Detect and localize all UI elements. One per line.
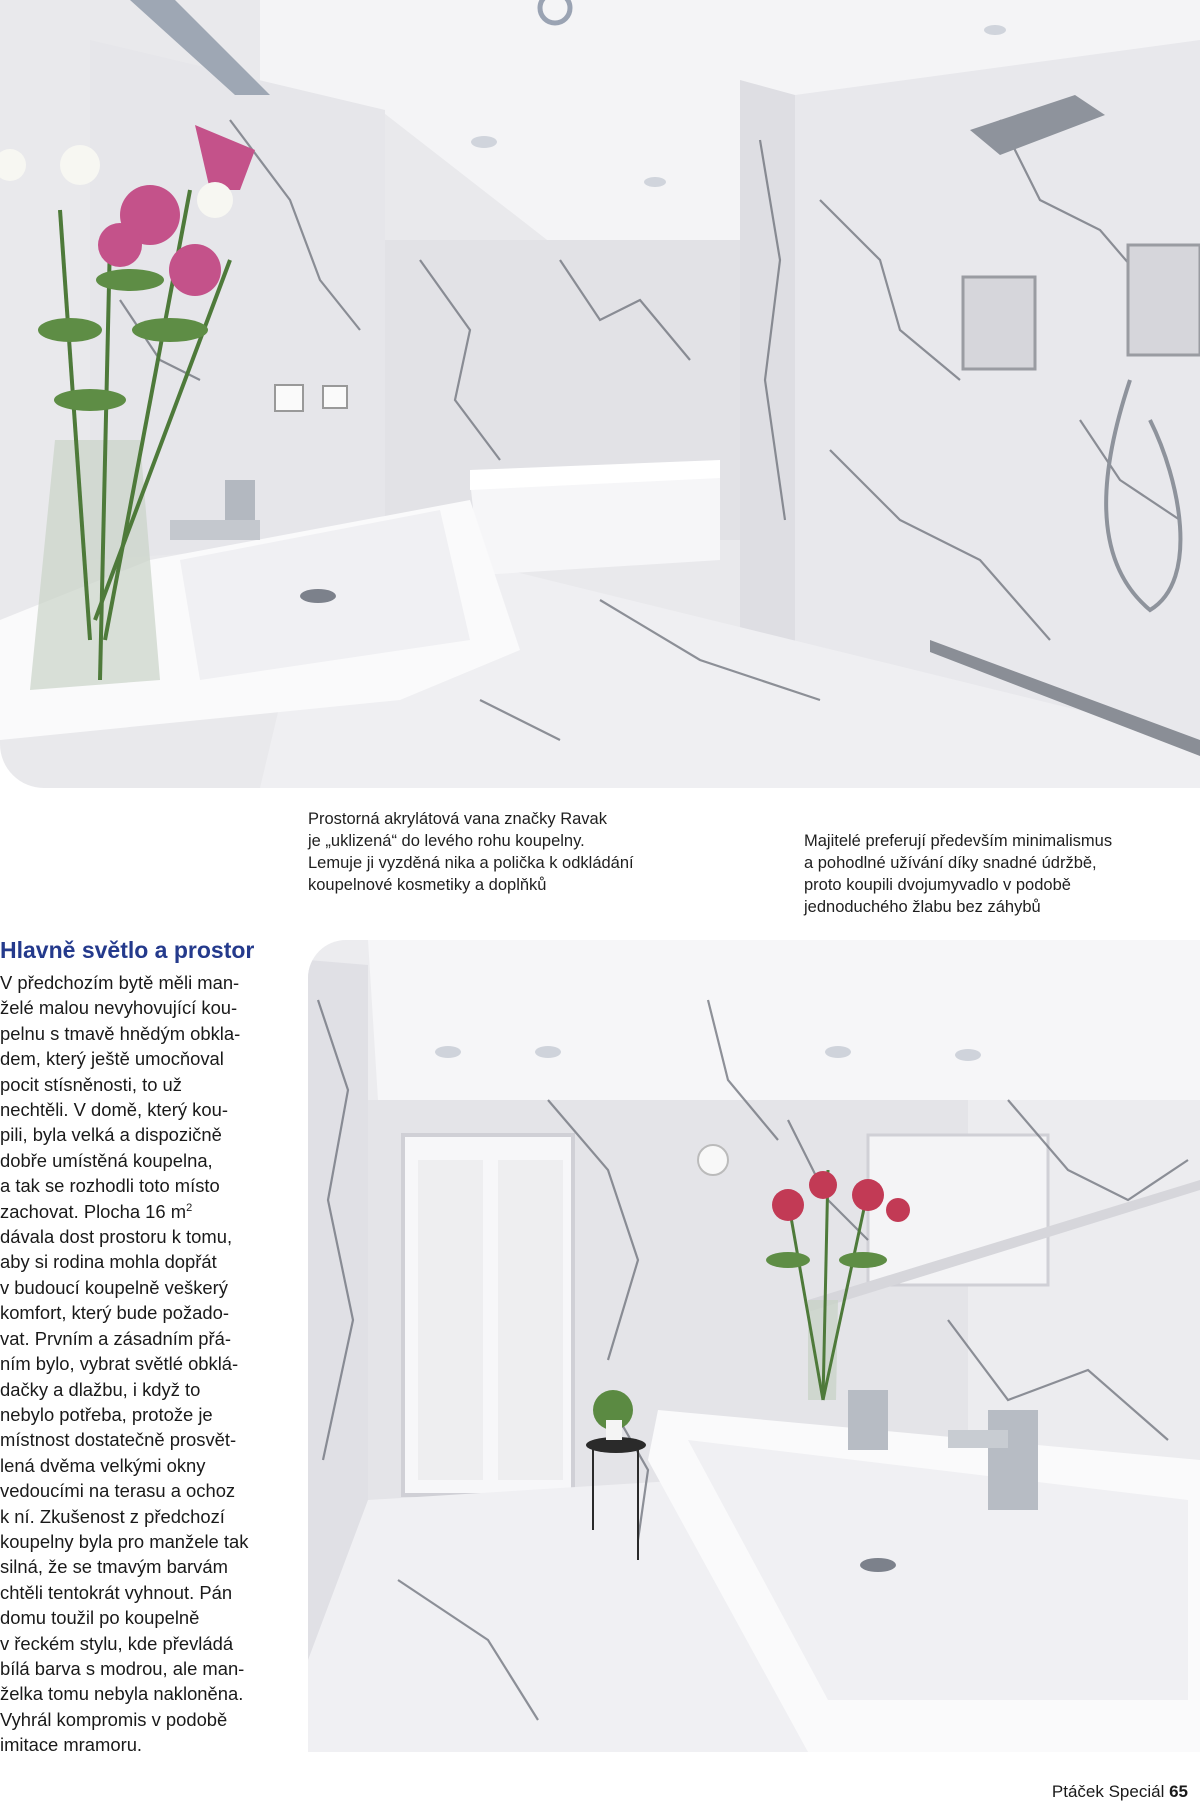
bathroom-photo-tub-shower bbox=[0, 0, 1200, 788]
superscript-two: 2 bbox=[186, 1201, 193, 1214]
caption-double-sink: Majitelé preferují především minimalismus a pohodlné užívání díky snadné údržbě, proto koupili dvojumyvadlo v podobě jednoduchého žlabu bez záhybů bbox=[804, 832, 1113, 916]
article-body-part1: V předchozím bytě měli man- želé malou nevyhovující kou- pelnu s tmavě hnědým obkla- dem, který ještě umocňoval pocit stísněnosti, to už nechtěli. V domě, který kou- pili, byla velká a dispozičně dobře umístěná koupelna, a tak se rozhodli toto místo zachovat. Plocha 16 m bbox=[0, 972, 241, 1222]
bathroom-photo-double-sink bbox=[308, 940, 1200, 1752]
page-footer bbox=[1052, 1782, 1188, 1802]
page-number: 65 bbox=[1169, 1782, 1188, 1801]
section-heading: Hlavně světlo a prostor bbox=[0, 937, 255, 963]
caption-bathtub: Prostorná akrylátová vana značky Ravak je „uklizená“ do levého rohu koupelny. Lemuje ji vyzděná nika a polička k odkládání koupelnové kosmetiky a doplňků bbox=[308, 810, 634, 894]
article-body bbox=[0, 970, 290, 1758]
article-body-part2: dávala dost prostoru k tomu, aby si rodina mohla dopřát v budoucí koupelně veškerý komfort, který bude požado- vat. Prvním a zásadním přá- ním bylo, vybrat světlé obklá- dačky a dlažbu, i když to nebylo potřeba, protože je místnost dostatečně prosvět- lená dvěma velkými okny vedoucími na terasu a ochoz k ní. Zkušenost z předchozí koupelny byla pro manžele tak silná, že se tmavým barvám chtěli tentokrát vyhnout. Pán domu toužil po koupelně v řeckém stylu, kde převládá bílá barva s modrou, ale man- želka tomu nebyla nakloněna. Vyhrál kompromis v podobě imitace mramoru. bbox=[0, 1226, 249, 1756]
magazine-name: Ptáček Speciál bbox=[1051, 1782, 1165, 1801]
